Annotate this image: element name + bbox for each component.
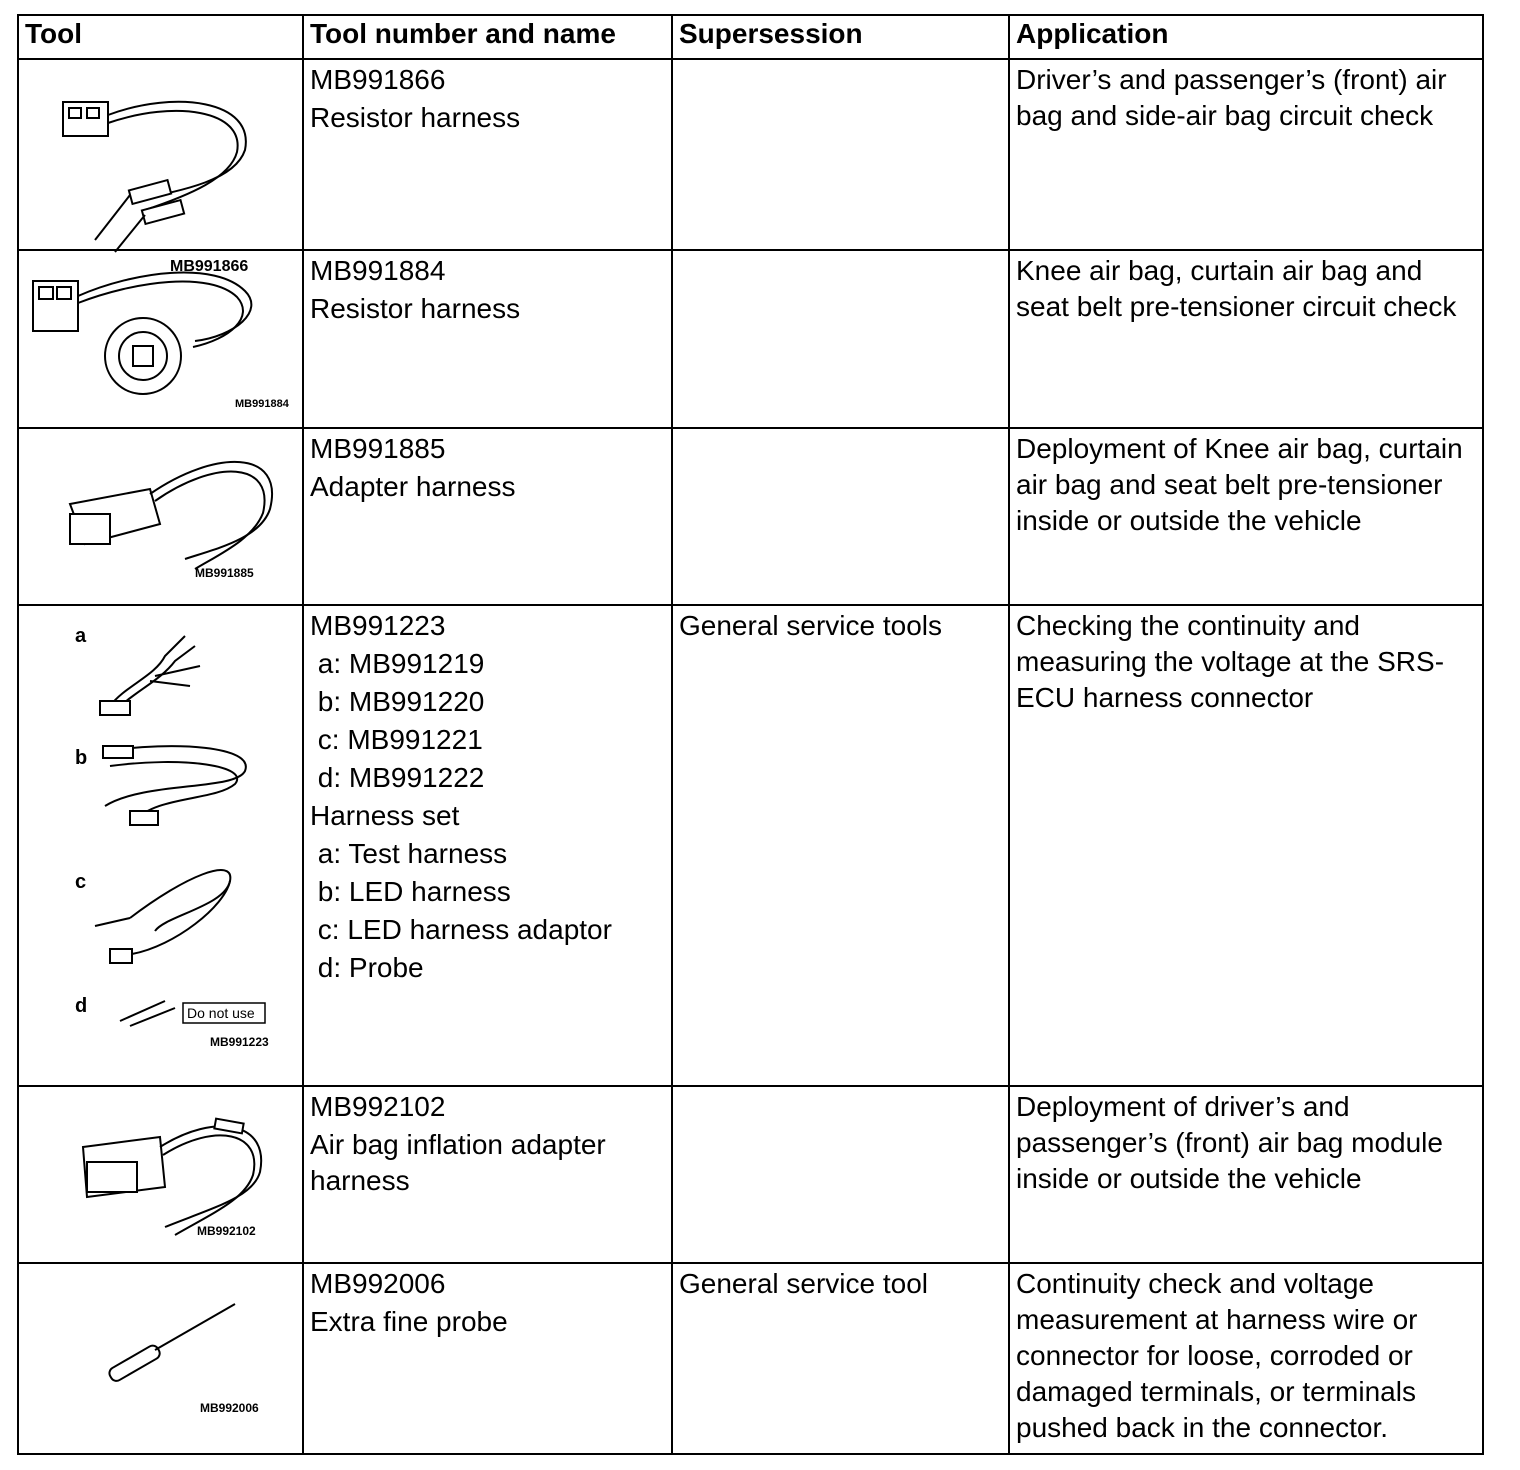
resistor-harness-illustration [25,60,308,275]
tool-image-label: MB992102 [197,1224,256,1238]
special-tools-table [17,14,1484,1455]
table-row [18,428,1483,605]
tool-image-cell [18,59,303,275]
table-row [18,250,1483,428]
header-tool: Tool [18,15,303,59]
tool-image-cell [18,605,303,1086]
table-row [18,1086,1483,1263]
tool-number-cell [303,1263,672,1454]
tool-image-label: MB992006 [200,1401,259,1415]
tool-number-cell [303,605,672,1086]
tool-name: Adapter harness [310,471,516,502]
application-text: Continuity check and voltage measurement at harness wire or connector for loose, corroded or damaged terminals, or terminals pushed back in the connector. [1016,1268,1418,1443]
application-text: Driver’s and passenger’s (front) air bag and side-air bag circuit check [1016,64,1447,131]
tool-number: MB991885 [310,433,446,464]
supersession-cell [672,605,1009,1086]
inflation-adapter-harness-illustration [25,1087,308,1262]
table-row [18,59,1483,250]
supersession-cell [672,1263,1009,1454]
tool-image-cell [18,1086,303,1263]
application-text: Deployment of driver’s and passenger’s (front) air bag module inside or outside the vehicle [1016,1091,1443,1194]
application-cell [1009,59,1483,250]
application-text: Deployment of Knee air bag, curtain air bag and seat belt pre-tensioner inside or outside the vehicle [1016,433,1463,536]
adapter-harness-illustration [25,429,308,604]
header-tool-number: Tool number and name [303,15,672,59]
tool-number-cell [303,250,672,428]
header-row [18,15,1483,59]
application-cell [1009,1263,1483,1454]
tool-image-cell [18,250,303,428]
resistor-harness-illustration [25,251,308,427]
sub-number-d: d: MB991222 [310,762,485,793]
application-cell [1009,428,1483,605]
sub-number-c: c: MB991221 [310,724,483,755]
tool-number: MB991884 [310,255,446,286]
tool-number-cell [303,1086,672,1263]
tool-name: Resistor harness [310,102,521,133]
supersession-cell [672,428,1009,605]
tool-number-cell [303,59,672,250]
sub-number-b: b: MB991220 [310,686,485,717]
tool-image-label: MB991223 [210,1035,269,1049]
supersession-text: General service tool [679,1268,929,1299]
application-text: Knee air bag, curtain air bag and seat belt pre-tensioner circuit check [1016,255,1457,322]
tool-number: MB991223 [310,610,446,641]
supersession-cell [672,250,1009,428]
do-not-use-note: Do not use [187,1005,255,1021]
sub-label-d: d [75,995,88,1017]
sub-label-c: c [75,871,87,893]
header-supersession: Supersession [672,15,1009,59]
supersession-cell [672,1086,1009,1263]
sub-name-d: d: Probe [310,952,424,983]
tool-name: Air bag inflation adapter harness [310,1129,606,1196]
sub-number-a: a: MB991219 [310,648,485,679]
tool-image-label: MB991866 [170,258,249,275]
application-text: Checking the continuity and measuring the voltage at the SRS-ECU harness connector [1016,610,1445,713]
sub-name-c: c: LED harness adaptor [310,914,612,945]
supersession-cell [672,59,1009,250]
sub-name-b: b: LED harness [310,876,511,907]
tool-name: Resistor harness [310,293,521,324]
application-cell [1009,605,1483,1086]
tool-image-label: MB991884 [235,398,289,410]
tool-number: MB992006 [310,1268,446,1299]
sub-label-b: b [75,747,88,769]
sub-label-a: a [75,625,87,647]
tool-number-cell [303,428,672,605]
table-row [18,1263,1483,1454]
extra-fine-probe-illustration [25,1264,308,1453]
tool-name: Extra fine probe [310,1306,508,1337]
supersession-text: General service tools [679,610,943,641]
tool-number: MB992102 [310,1091,446,1122]
header-application: Application [1009,15,1483,59]
application-cell [1009,1086,1483,1263]
table-row [18,605,1483,1086]
tool-image-label: MB991885 [195,566,254,580]
tool-image-cell [18,1263,303,1454]
sub-name-a: a: Test harness [310,838,508,869]
application-cell [1009,250,1483,428]
harness-set-illustration [25,606,308,1085]
tool-name: Harness set [310,800,460,831]
tool-image-cell [18,428,303,605]
tool-number: MB991866 [310,64,446,95]
